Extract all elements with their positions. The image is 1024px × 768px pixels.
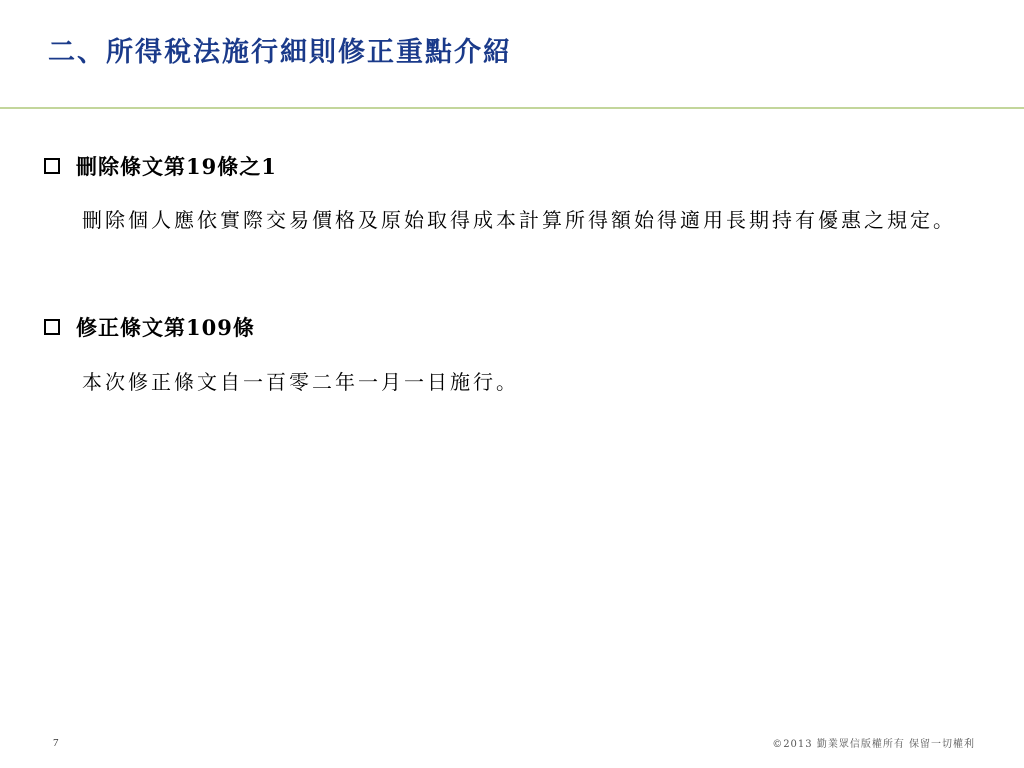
square-bullet-icon (44, 319, 60, 335)
page-number: 7 (53, 737, 59, 749)
square-bullet-icon (44, 158, 60, 174)
title-divider (0, 107, 1024, 109)
bullet-item-2 (44, 312, 255, 342)
bullet-item-1 (44, 151, 277, 181)
copyright-notice: ©2013 勤業眾信版權所有 保留一切權利 (772, 739, 975, 750)
section-body-1: 刪除個人應依實際交易價格及原始取得成本計算所得額始得適用長期持有優惠之規定。 (82, 208, 956, 232)
section-heading-2: 修正條文第109條 (76, 315, 255, 340)
slide-title: 二、所得稅法施行細則修正重點介紹 (48, 37, 512, 68)
section-heading-1: 刪除條文第19條之1 (76, 154, 277, 179)
section-body-2: 本次修正條文自一百零二年一月一日施行。 (82, 370, 519, 394)
